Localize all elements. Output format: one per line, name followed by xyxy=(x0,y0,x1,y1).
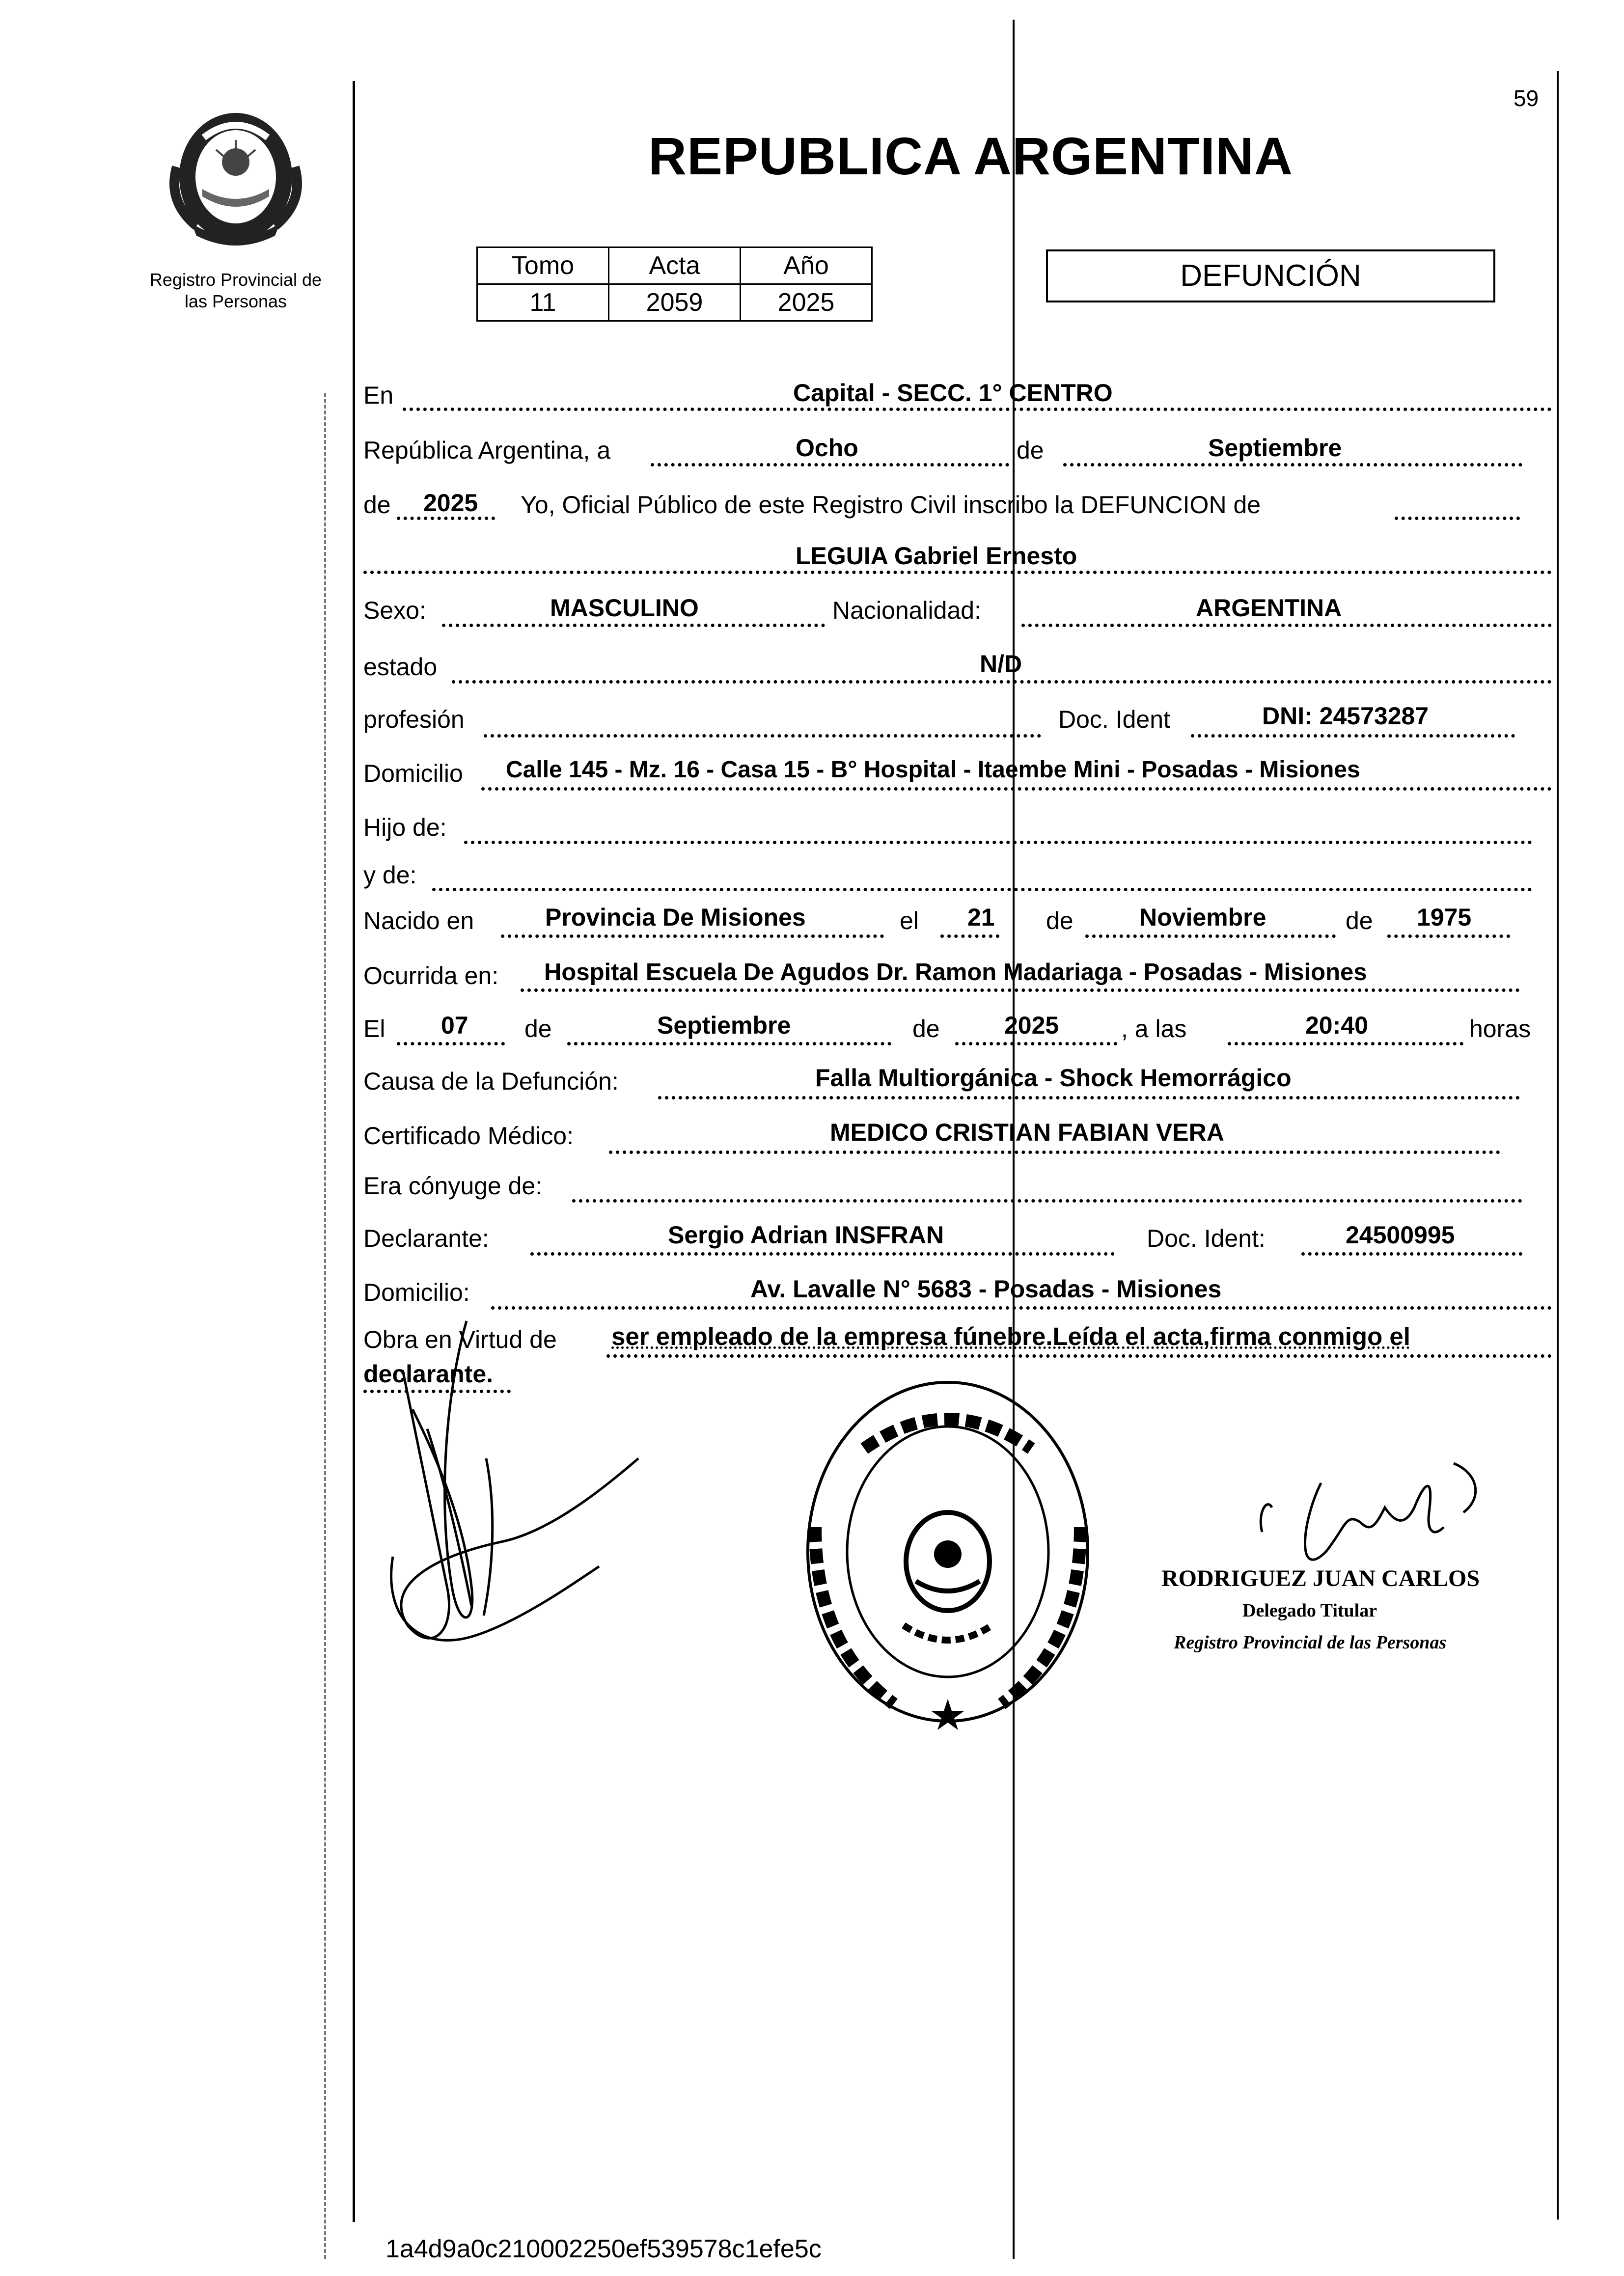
nac-anio-line xyxy=(1387,934,1510,938)
el2-label: El xyxy=(363,1015,385,1042)
doc-line xyxy=(1191,734,1515,738)
nac-mes-line xyxy=(1085,934,1336,938)
nac-de-label-2: de xyxy=(1346,907,1373,934)
official-stamp xyxy=(796,1370,1100,1733)
horas-label: horas xyxy=(1469,1015,1531,1042)
ref-header-acta: Acta xyxy=(609,247,741,284)
ref-value-tomo: 11 xyxy=(477,284,609,321)
page-number: 59 xyxy=(1514,85,1539,111)
ocurrida-label: Ocurrida en: xyxy=(363,962,499,989)
ocurrida-value: Hospital Escuela De Agudos Dr. Ramon Madariaga - Posadas - Misiones xyxy=(544,959,1367,986)
act-type-box: DEFUNCIÓN xyxy=(1046,249,1495,302)
de-label-2: de xyxy=(363,491,391,519)
domicilio2-label: Domicilio: xyxy=(363,1279,470,1306)
ref-value-anio: 2025 xyxy=(741,284,872,321)
doc2-line xyxy=(1301,1252,1522,1256)
def-dia-value: 07 xyxy=(441,1012,468,1039)
declarante-line xyxy=(530,1252,1115,1256)
doc2-label: Doc. Ident: xyxy=(1147,1225,1266,1252)
binding-gutter xyxy=(324,393,326,2259)
nac-dia-line xyxy=(940,934,999,938)
lugar-value: Capital - SECC. 1° CENTRO xyxy=(793,379,1113,407)
nacionalidad-value: ARGENTINA xyxy=(1196,594,1342,622)
domicilio2-line xyxy=(491,1306,1552,1310)
sexo-label: Sexo: xyxy=(363,597,426,624)
en-label: En xyxy=(363,382,394,409)
causa-label: Causa de la Defunción: xyxy=(363,1068,619,1095)
right-margin-line xyxy=(1557,71,1559,2220)
left-margin-line xyxy=(353,81,355,2222)
doc-value: DNI: 24573287 xyxy=(1262,702,1429,730)
def-hora-line xyxy=(1228,1042,1463,1045)
def-dia-line xyxy=(397,1042,505,1045)
registry-name-line2: las Personas xyxy=(184,291,287,311)
certificado-line xyxy=(609,1151,1500,1154)
causa-line xyxy=(658,1096,1520,1099)
obra-value: ser empleado de la empresa fúnebre.Leída el acta,firma conmigo el xyxy=(611,1322,1410,1350)
dia-value: Ocho xyxy=(796,434,858,462)
nac-anio-value: 1975 xyxy=(1417,904,1472,931)
profesion-line xyxy=(484,734,1041,738)
anio-value: 2025 xyxy=(423,489,478,517)
ref-header-anio: Año xyxy=(741,247,872,284)
nombre-value: LEGUIA Gabriel Ernesto xyxy=(796,542,1077,570)
registry-name-line1: Registro Provincial de xyxy=(149,270,322,290)
registry-seal-icon xyxy=(157,103,314,250)
official-org: Registro Provincial de las Personas xyxy=(1174,1632,1447,1653)
hijo-line xyxy=(464,841,1532,844)
certificado-label: Certificado Médico: xyxy=(363,1122,574,1150)
obra-value-2: declarante. xyxy=(363,1360,494,1388)
nac-mes-value: Noviembre xyxy=(1139,904,1266,931)
ref-value-acta: 2059 xyxy=(609,284,741,321)
domicilio-label: Domicilio xyxy=(363,760,463,787)
obra-label: Obra en Virtud de xyxy=(363,1326,557,1353)
en-line xyxy=(403,408,1552,411)
estado-value: N/D xyxy=(980,650,1022,678)
nombre-line xyxy=(363,571,1552,574)
nacionalidad-label: Nacionalidad: xyxy=(832,597,981,624)
def-mes-line xyxy=(567,1042,891,1045)
reference-table xyxy=(476,247,873,322)
oficial-text: Yo, Oficial Público de este Registro Civil inscribo la DEFUNCION de xyxy=(521,491,1261,519)
de-label-1: de xyxy=(1017,437,1044,464)
domicilio2-value: Av. Lavalle N° 5683 - Posadas - Misiones xyxy=(750,1275,1222,1303)
estado-line xyxy=(452,680,1552,684)
sexo-value: MASCULINO xyxy=(550,594,699,622)
doc2-value: 24500995 xyxy=(1346,1221,1455,1249)
hijo-label: Hijo de: xyxy=(363,814,447,841)
nacido-label: Nacido en xyxy=(363,907,474,934)
ref-header-tomo: Tomo xyxy=(477,247,609,284)
republica-label: República Argentina, a xyxy=(363,437,611,464)
ocurrida-line xyxy=(521,988,1520,992)
domicilio-value: Calle 145 - Mz. 16 - Casa 15 - B° Hospital - Itaembe Mini - Posadas - Misiones xyxy=(506,757,1360,783)
alas-label: , a las xyxy=(1121,1015,1187,1042)
domicilio-line xyxy=(481,787,1552,791)
dia-line xyxy=(651,463,1009,466)
doc-label: Doc. Ident xyxy=(1058,706,1170,733)
def-anio-line xyxy=(955,1042,1117,1045)
el-label: el xyxy=(900,907,919,934)
nac-dia-value: 21 xyxy=(967,904,995,931)
estado-label: estado xyxy=(363,653,438,681)
nacido-line xyxy=(501,934,884,938)
nacionalidad-line xyxy=(1021,624,1552,627)
def-anio-value: 2025 xyxy=(1004,1012,1059,1039)
causa-value: Falla Multiorgánica - Shock Hemorrágico xyxy=(815,1064,1292,1092)
nac-de-label-1: de xyxy=(1046,907,1073,934)
declarant-signature xyxy=(373,1311,648,1684)
yde-line xyxy=(432,888,1532,891)
def-de-label-1: de xyxy=(524,1015,552,1042)
official-role: Delegado Titular xyxy=(1242,1600,1377,1621)
profesion-label: profesión xyxy=(363,706,465,733)
official-name: RODRIGUEZ JUAN CARLOS xyxy=(1161,1565,1480,1591)
sexo-line xyxy=(442,624,825,627)
yde-label: y de: xyxy=(363,861,417,889)
conyuge-line xyxy=(572,1199,1522,1203)
page-title: REPUBLICA ARGENTINA xyxy=(648,126,1293,186)
nacido-value: Provincia De Misiones xyxy=(545,904,806,931)
obra-line xyxy=(606,1354,1552,1358)
def-hora-value: 20:40 xyxy=(1305,1012,1368,1039)
mes-line xyxy=(1063,463,1522,466)
def-de-label-2: de xyxy=(912,1015,940,1042)
conyuge-label: Era cónyuge de: xyxy=(363,1172,543,1200)
certificado-value: MEDICO CRISTIAN FABIAN VERA xyxy=(830,1119,1224,1146)
oficial-line xyxy=(1395,517,1520,520)
document-hash: 1a4d9a0c210002250ef539578c1efe5c xyxy=(385,2235,822,2263)
mes-value: Septiembre xyxy=(1208,434,1342,462)
declarante-label: Declarante: xyxy=(363,1225,489,1252)
declarante-value: Sergio Adrian INSFRAN xyxy=(668,1221,944,1249)
def-mes-value: Septiembre xyxy=(657,1012,791,1039)
